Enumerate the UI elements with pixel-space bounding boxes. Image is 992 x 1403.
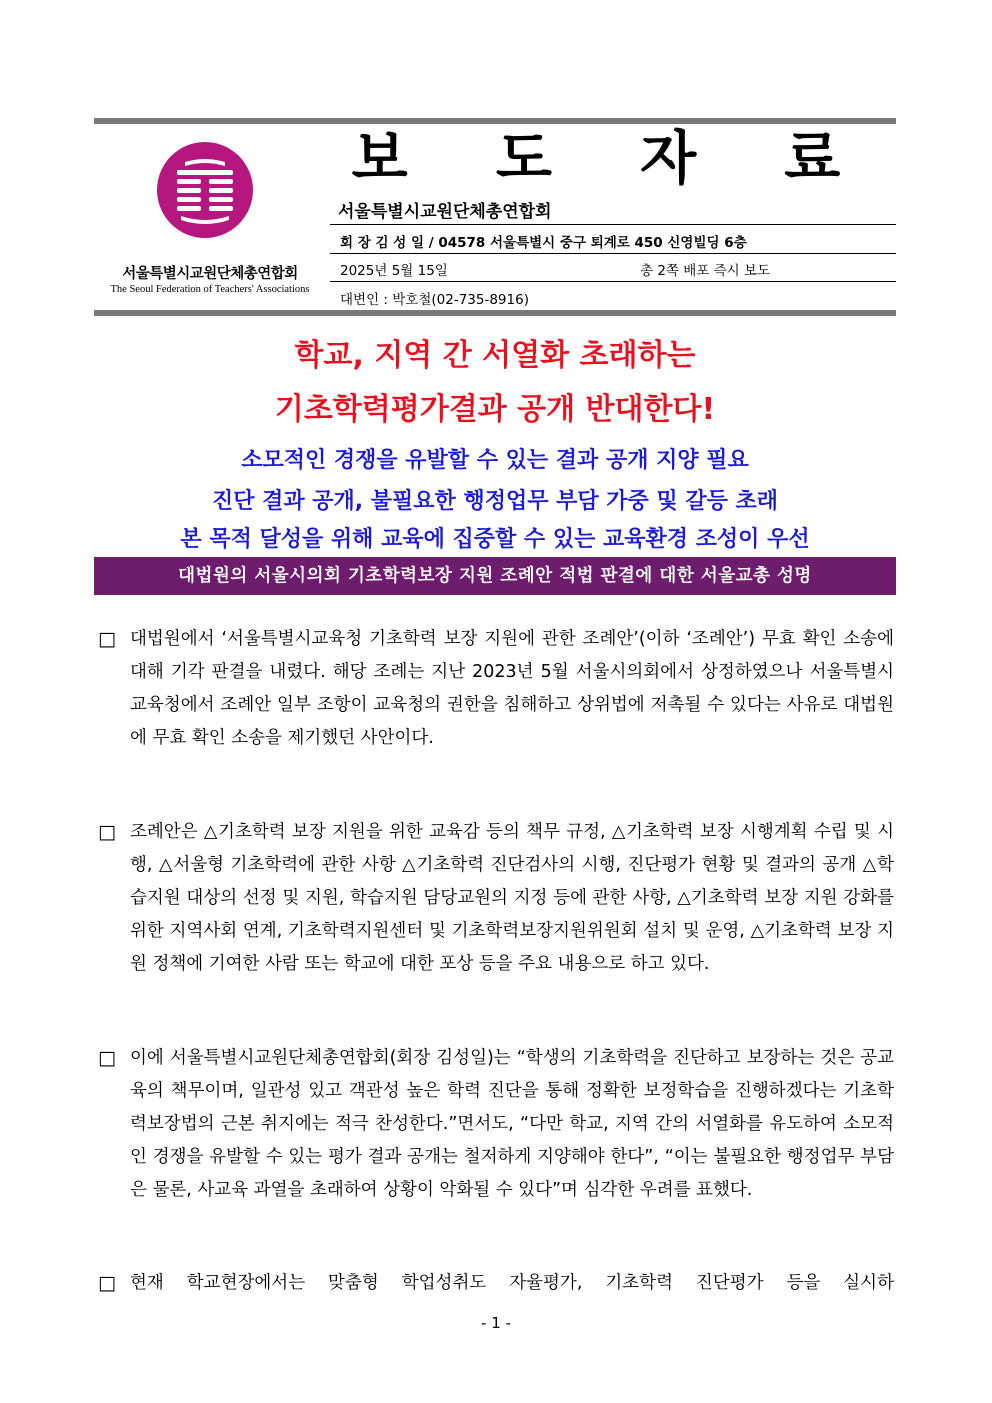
release-date: 2025년 5월 15일 [340, 263, 448, 279]
paragraph-4 [98, 1267, 894, 1300]
info-divider-1 [330, 224, 896, 225]
page-number: - 1 - [481, 1314, 511, 1332]
organization-name-korean: 서울특별시교원단체총연합회 [122, 265, 298, 282]
issuer-name: 서울특별시교원단체총연합회 [338, 202, 552, 222]
spokesperson-contact: 대변인 : 박호철(02-735-8916) [340, 292, 529, 308]
statement-banner: 대법원의 서울시의회 기초학력보장 지원 조례안 적법 판결에 대한 서울교총 성명 [94, 557, 896, 595]
checkbox-bullet-icon: □ [98, 1272, 116, 1294]
president-address: 회 장 김 성 일 / 04578 서울특별시 중구 퇴계로 450 신영빌딩 6층 [340, 235, 747, 251]
checkbox-bullet-icon: □ [98, 821, 116, 843]
subheadline-3: 본 목적 달성을 위해 교육에 집중할 수 있는 교육환경 조성이 우선 [180, 527, 810, 552]
paragraph-4-text: 현재 학교현장에서는 맞춤형 학업성취도 자율평가, 기초학력 진단평가 등을 실시하 [130, 1273, 894, 1293]
paragraph-2 [98, 816, 894, 981]
organization-name-english: The Seoul Federation of Teachers' Associations [110, 284, 310, 295]
checkbox-bullet-icon: □ [98, 1047, 116, 1069]
paragraph-3-text: 이에 서울특별시교원단체총연합회(회장 김성일)는 “학생의 기초학력을 진단하고 보장하는 것은 공교육의 책무이며, 일관성 있고 객관성 높은 학력 진단을 통해 정확한 보정학습을 진행하겠다는 기초학력보장법의 근본 취지에는 적극 찬성한다.”면서도, “다만 학교, 지역 간의 서열화를 유도하여 소모적인 경쟁을 유발할 수 있는 평가 결과 공개는 철저하게 지양해야 한다”, “이는 불필요한 행정업무 부담은 물론, 사교육 과열을 초래하여 상황이 악화될 수 있다”며 심각한 우려를 표했다. [130, 1048, 894, 1200]
seoul-teachers-federation-logo-icon [157, 142, 253, 238]
distribution-info: 총 2쪽 배포 즉시 보도 [640, 263, 771, 279]
paragraph-1-text: 대법원에서 ‘서울특별시교육청 기초학력 보장 지원에 관한 조례안’(이하 ‘조례안’) 무효 확인 소송에 대해 기각 판결을 내렸다. 해당 조례는 지난 2023년 5월 서울시의회에서 상정하였으나 서울특별시교육청에서 조례안 일부 조항이 교육청의 권한을 침해하고 상위법에 저촉될 수 있다는 사유로 대법원에 무효 확인 소송을 제기했던 사안이다. [130, 629, 894, 748]
paragraph-2-text: 조례안은 △기초학력 보장 지원을 위한 교육감 등의 책무 규정, △기초학력 보장 시행계획 수립 및 시행, △서울형 기초학력에 관한 사항 △기초학력 진단검사의 시행, 진단평가 현황 및 결과의 공개 △학습지원 대상의 선정 및 지원, 학습지원 담당교원의 지정 등에 관한 사항, △기초학력 보장 지원 강화를 위한 지역사회 연계, 기초학력지원센터 및 기초학력보장지원위원회 설치 및 운영, △기초학력 보장 지원 정책에 기여한 사람 또는 학교에 대한 포상 등을 주요 내용으로 하고 있다. [130, 822, 894, 974]
subheadline-1: 소모적인 경쟁을 유발할 수 있는 결과 공개 지양 필요 [241, 448, 749, 473]
info-divider-2 [330, 253, 896, 254]
info-divider-3 [330, 281, 896, 282]
headline-line-1: 학교, 지역 간 서열화 초래하는 [294, 338, 696, 373]
paragraph-3 [98, 1042, 894, 1207]
paragraph-1 [98, 623, 894, 755]
headline-line-2: 기초학력평가결과 공개 반대한다! [274, 392, 716, 427]
press-release-title: 보 도 자 료 [351, 124, 875, 192]
subheadline-2: 진단 결과 공개, 불필요한 행정업무 부담 가중 및 갈등 초래 [211, 489, 779, 514]
header-bottom-rule [94, 310, 896, 316]
checkbox-bullet-icon: □ [98, 628, 116, 650]
